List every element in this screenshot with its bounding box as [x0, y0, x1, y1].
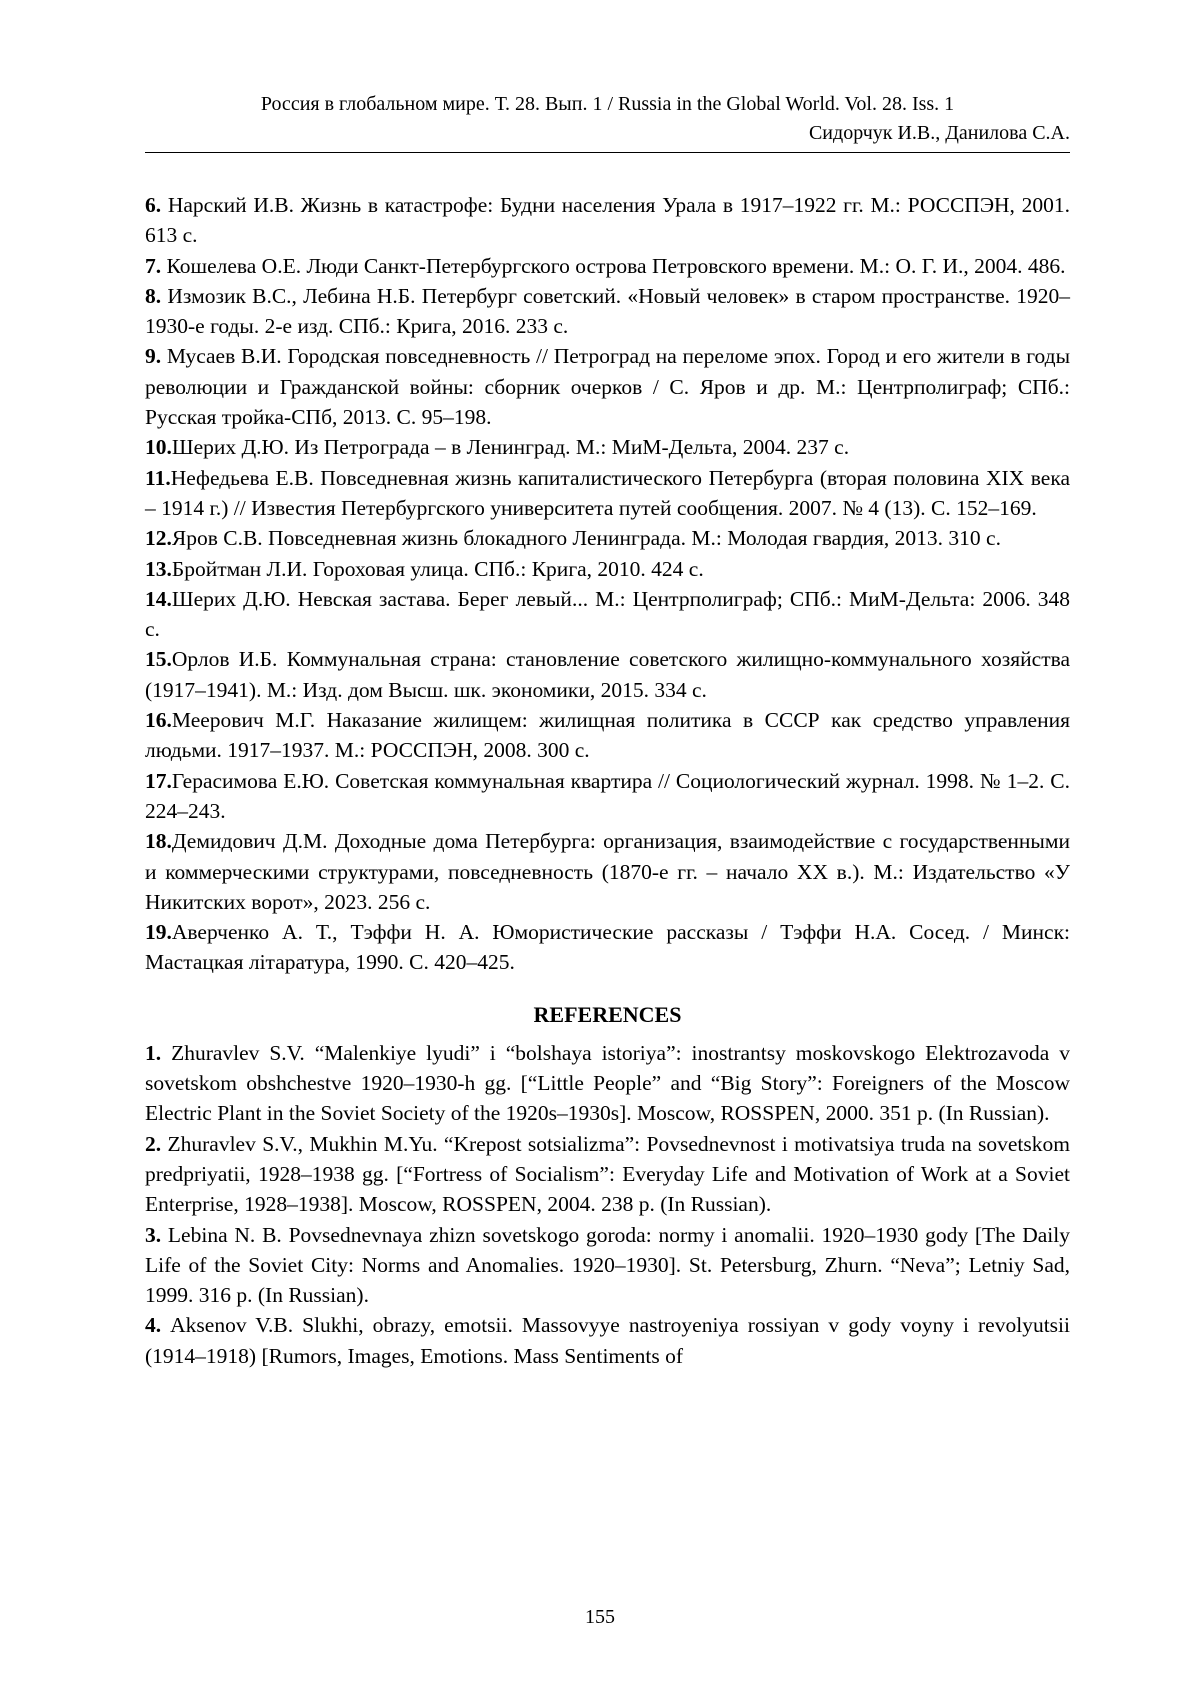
reference-number: 10.: [145, 435, 172, 460]
reference-text: Lebina N. B. Povsednevnaya zhizn sovetskogo goroda: normy i anomalii. 1920–1930 gody [The Daily Life of the Soviet City: Norms and Anomalies. 1920–1930]. St. Petersburg, Zhurn. “Neva”; Letniy Sad, 1999. 316 p. (In Russian).: [145, 1222, 1071, 1308]
reference-item: [145, 1310, 1070, 1371]
reference-item: [145, 190, 1070, 251]
reference-item: [145, 281, 1070, 342]
reference-text: Мусаев В.И. Городская повседневность // Петроград на переломе эпох. Город и его жители в годы революции и Гражданской войны: сборник очерков / С. Яров и др. М.: Центрполиграф; СПб.: Русская тройка-СПб, 2013. С. 95–198.: [145, 344, 1071, 430]
reference-item: [145, 917, 1070, 978]
reference-item: [145, 705, 1070, 766]
reference-text: Герасимова Е.Ю. Советская коммунальная квартира // Социологический журнал. 1998. № 1–2. С. 224–243.: [145, 768, 1070, 823]
reference-number: 12.: [145, 526, 172, 551]
reference-text: Нефедьева Е.В. Повседневная жизнь капиталистического Петербурга (вторая половина XIX века – 1914 г.) // Известия Петербургского университета путей сообщения. 2007. № 4 (13). С. 152–169.: [145, 465, 1070, 520]
reference-number: 8.: [145, 283, 162, 308]
reference-number: 2.: [145, 1131, 162, 1156]
reference-text: Zhuravlev S.V., Mukhin M.Yu. “Krepost sotsializma”: Povsednevnost i motivatsiya truda na sovetskom predpriyatii, 1928–1938 gg. [“Fortress of Socialism”: Everyday Life and Motivation of Work at a Soviet Enterprise, 1928–1938]. Moscow, ROSSPEN, 2004. 238 p. (In Russian).: [145, 1131, 1070, 1217]
reference-item: [145, 1220, 1070, 1311]
reference-number: 16.: [145, 708, 172, 733]
running-header: [145, 90, 1070, 148]
reference-text: Шерих Д.Ю. Невская застава. Берег левый... М.: Центрполиграф; СПб.: МиМ-Дельта: 2006. 348 с.: [145, 586, 1070, 642]
reference-item: [145, 251, 1070, 281]
references-heading: REFERENCES: [533, 1001, 682, 1027]
reference-number: 9.: [145, 344, 162, 369]
reference-text: Аверченко А. Т., Тэффи Н. А. Юмористические рассказы / Тэффи Н.А. Сосед. / Минск: Мастацкая літаратура, 1990. С. 420–425.: [145, 920, 1070, 975]
reference-list: [145, 190, 1070, 1371]
reference-item: [145, 523, 1070, 553]
reference-text: Яров С.В. Повседневная жизнь блокадного Ленинграда. М.: Молодая гвардия, 2013. 310 с.: [171, 526, 1001, 551]
reference-item: [145, 1129, 1070, 1220]
reference-number: 14.: [145, 586, 172, 611]
reference-text: Шерих Д.Ю. Из Петрограда – в Ленинград. М.: МиМ-Дельта, 2004. 237 с.: [171, 435, 850, 460]
header-divider: [145, 152, 1070, 153]
reference-text: Меерович М.Г. Наказание жилищем: жилищная политика в СССР как средство управления людьми. 1917–1937. М.: РОССПЭН, 2008. 300 с.: [145, 708, 1070, 763]
references-russian: [145, 190, 1070, 978]
reference-text: Демидович Д.М. Доходные дома Петербурга: организация, взаимодействие с государственными и коммерческими структурами, повседневность (1870-е гг. – начало XX в.). М.: Издательство «У Никитских ворот», 2023. 256 с.: [145, 829, 1070, 914]
reference-number: 18.: [145, 829, 172, 854]
references-english: [145, 1038, 1070, 1371]
reference-number: 7.: [145, 253, 162, 278]
reference-item: [145, 766, 1070, 827]
reference-item: [145, 341, 1070, 432]
reference-item: [145, 1038, 1070, 1129]
reference-text: Кошелева О.Е. Люди Санкт-Петербургского острова Петровского времени. М.: О. Г. И., 2004. 486.: [166, 253, 1066, 278]
reference-number: 6.: [145, 193, 162, 217]
reference-item: [145, 554, 1070, 584]
reference-text: Нарский И.В. Жизнь в катастрофе: Будни населения Урала в 1917–1922 гг. М.: РОССПЭН, 2001. 613 с.: [145, 193, 1070, 248]
reference-text: Бройтман Л.И. Гороховая улица. СПб.: Крига, 2010. 424 с.: [171, 556, 704, 581]
page-number: 155: [585, 1606, 615, 1628]
reference-item: [145, 644, 1070, 705]
reference-number: 13.: [145, 556, 172, 581]
reference-text: Aksenov V.B. Slukhi, obrazy, emotsii. Massovyye nastroyeniya rossiyan v gody voyny i revolyutsii (1914–1918) [Rumors, Images, Emotions. Mass Sentiments of: [145, 1313, 1070, 1368]
reference-number: 11.: [145, 465, 171, 490]
reference-number: 15.: [145, 647, 172, 672]
reference-item: [145, 432, 1070, 462]
reference-text: Измозик В.С., Лебина Н.Б. Петербург советский. «Новый человек» в старом пространстве. 1920–1930-е годы. 2-е изд. СПб.: Крига, 2016. 233 с.: [145, 283, 1071, 339]
reference-text: Zhuravlev S.V. “Malenkiye lyudi” i “bolshaya istoriya”: inostrantsy moskovskogo Elektrozavoda v sovetskom obshchestve 1920–1930-h gg. [“Little People” and “Big Story”: Foreigners of the Moscow Electric Plant in the Soviet Society of the 1920s–1930s]. Moscow, ROSSPEN, 2000. 351 p. (In Russian).: [145, 1040, 1071, 1126]
reference-number: 1.: [145, 1040, 162, 1065]
reference-number: 4.: [145, 1313, 162, 1338]
reference-number: 19.: [145, 920, 172, 945]
reference-number: 17.: [145, 768, 172, 793]
reference-text: Орлов И.Б. Коммунальная страна: становление советского жилищно-коммунального хозяйства (1917–1941). М.: Изд. дом Высш. шк. экономики, 2015. 334 с.: [145, 647, 1070, 702]
reference-item: [145, 584, 1070, 645]
reference-item: [145, 826, 1070, 917]
journal-title: Россия в глобальном мире. Т. 28. Вып. 1 / Russia in the Global World. Vol. 28. Iss. 1: [260, 93, 955, 115]
reference-item: [145, 463, 1070, 524]
reference-number: 3.: [145, 1222, 162, 1247]
article-authors: Сидорчук И.В., Данилова С.А.: [808, 122, 1070, 144]
